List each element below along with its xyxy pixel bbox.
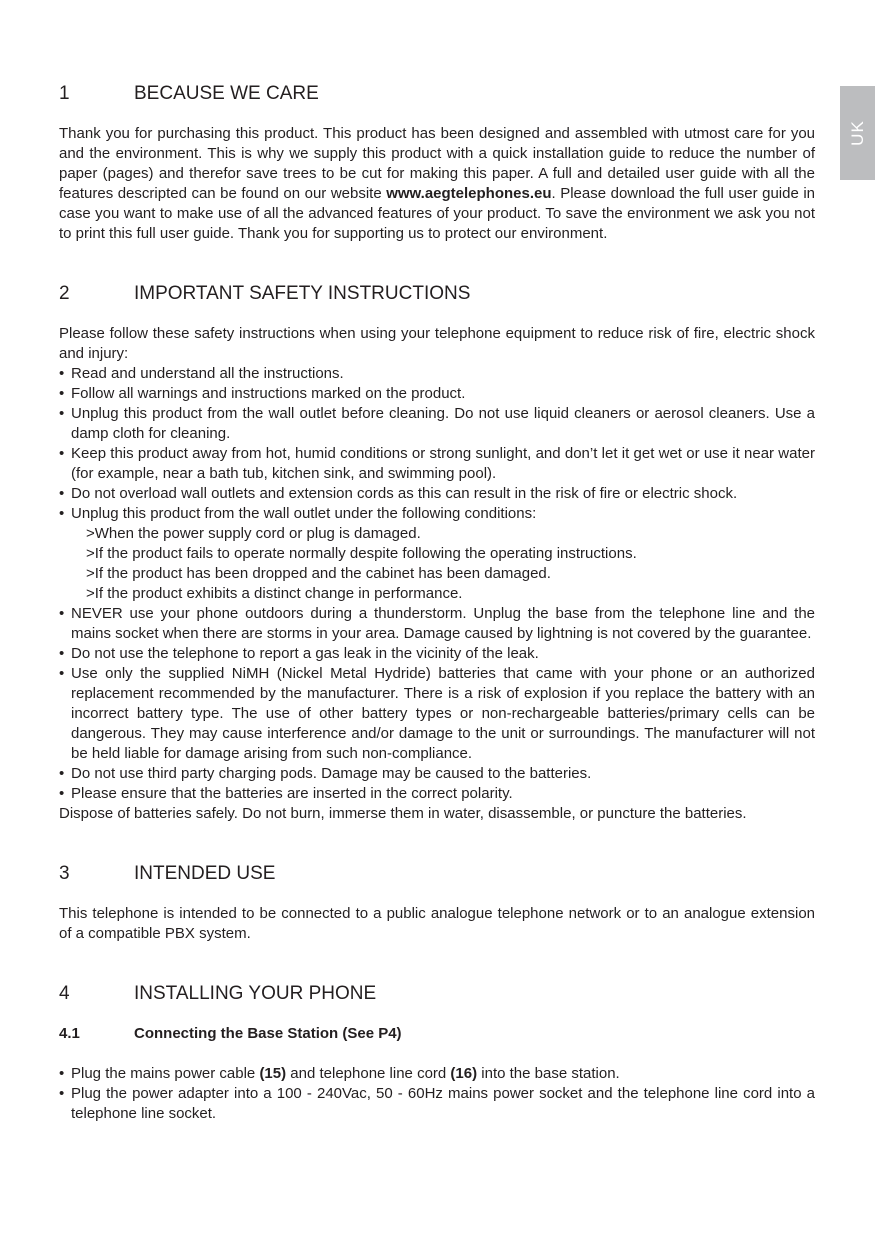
language-tab xyxy=(840,86,875,180)
list-item: • Unplug this product from the wall outlet before cleaning. Do not use liquid cleaners or aerosol cleaners. Use a damp cloth for cleaning. xyxy=(59,404,815,444)
list-item: • Keep this product away from hot, humid conditions or strong sunlight, and don’t let it get wet or use it near water (for example, near a bath tub, kitchen sink, and swimming pool). xyxy=(59,444,815,484)
section-1-text: Thank you for purchasing this product. This product has been designed and assembled with utmost care for you and the environment. This is why we supply this product with a quick installation guide to reduce the number of paper (pages) and therefor save trees to be cut for making this paper. A full and detailed user guide with all the features descripted can be found on our website www.aegtelephones.eu. Please download the full user guide in case you want to make use of all the advanced features of your product. To save the environment we ask you not to print this full user guide. Thank you for supporting us to protect our environment. xyxy=(59,125,816,242)
section-number: 4 xyxy=(59,983,70,1004)
section-3-text: This telephone is intended to be connected to a public analogue telephone network or to an analogue extension of a compatible PBX system. xyxy=(59,905,815,942)
list-item: • Plug the mains power cable (15) and telephone line cord (16) into the base station. xyxy=(59,1064,815,1084)
list-item: • Do not overload wall outlets and extension cords as this can result in the risk of fire or electric shock. xyxy=(59,484,815,504)
list-item: • Plug the power adapter into a 100 - 240Vac, 50 - 60Hz mains power socket and the telephone line cord into a telephone line socket. xyxy=(59,1084,815,1124)
sub-item: >If the product exhibits a distinct change in performance. xyxy=(86,585,463,602)
section-number: 1 xyxy=(59,83,70,104)
list-item: • NEVER use your phone outdoors during a thunderstorm. Unplug the base from the telephone line and the mains socket when there are storms in your area. Damage caused by lightning is not covered by the guarantee. xyxy=(59,604,815,644)
sub-item: >When the power supply cord or plug is damaged. xyxy=(86,525,421,542)
document-body xyxy=(59,82,815,1124)
language-tab-label: UK xyxy=(847,120,867,146)
section-2-heading xyxy=(59,282,815,306)
sub-item: >If the product has been dropped and the cabinet has been damaged. xyxy=(86,565,551,582)
safety-closing: Dispose of batteries safely. Do not burn, immerse them in water, disassemble, or puncture the batteries. xyxy=(59,805,747,822)
section-1-heading xyxy=(59,82,815,106)
section-3-heading xyxy=(59,862,815,886)
list-item: • Unplug this product from the wall outlet under the following conditions: >When the power supply cord or plug is damaged. >If the product fails to operate normally despite following the operating instructions. >If the product has been dropped and the cabinet has been damaged. >If the product exhibits a distinct change in performance. xyxy=(59,504,815,604)
list-item: • Read and understand all the instructions. xyxy=(59,364,815,384)
subsection-title: Connecting the Base Station (See P4) xyxy=(134,1025,402,1042)
section-number: 3 xyxy=(59,863,70,884)
section-title: IMPORTANT SAFETY INSTRUCTIONS xyxy=(134,283,471,304)
section-title: INSTALLING YOUR PHONE xyxy=(134,983,377,1004)
list-item: • Do not use third party charging pods. Damage may be caused to the batteries. xyxy=(59,764,815,784)
list-item: • Do not use the telephone to report a gas leak in the vicinity of the leak. xyxy=(59,644,815,664)
list-item: • Use only the supplied NiMH (Nickel Metal Hydride) batteries that came with your phone or an authorized replacement recommended by the manufacturer. There is a risk of explosion if you replace the battery with an incorrect battery type. The use of other battery types or non-rechargeable batteries/primary cells can be dangerous. They may cause interference and/or damage to the unit or surroundings. The manufacturer will not be held liable for damage arising from such non-compliance. xyxy=(59,664,815,764)
sub-item: >If the product fails to operate normally despite following the operating instructions. xyxy=(86,545,637,562)
section-4-heading xyxy=(59,982,815,1006)
safety-list xyxy=(59,364,815,804)
subsection-4-1-heading xyxy=(59,1024,815,1044)
subsection-number: 4.1 xyxy=(59,1025,80,1042)
list-item: • Follow all warnings and instructions marked on the product. xyxy=(59,384,815,404)
safety-intro: Please follow these safety instructions when using your telephone equipment to reduce risk of fire, electric shock and injury: xyxy=(59,325,815,362)
website-link[interactable]: www.aegtelephones.eu xyxy=(386,185,552,202)
install-list xyxy=(59,1064,815,1124)
list-item: • Please ensure that the batteries are inserted in the correct polarity. xyxy=(59,784,815,804)
section-title: BECAUSE WE CARE xyxy=(134,83,319,104)
section-title: INTENDED USE xyxy=(134,863,276,884)
section-number: 2 xyxy=(59,283,70,304)
